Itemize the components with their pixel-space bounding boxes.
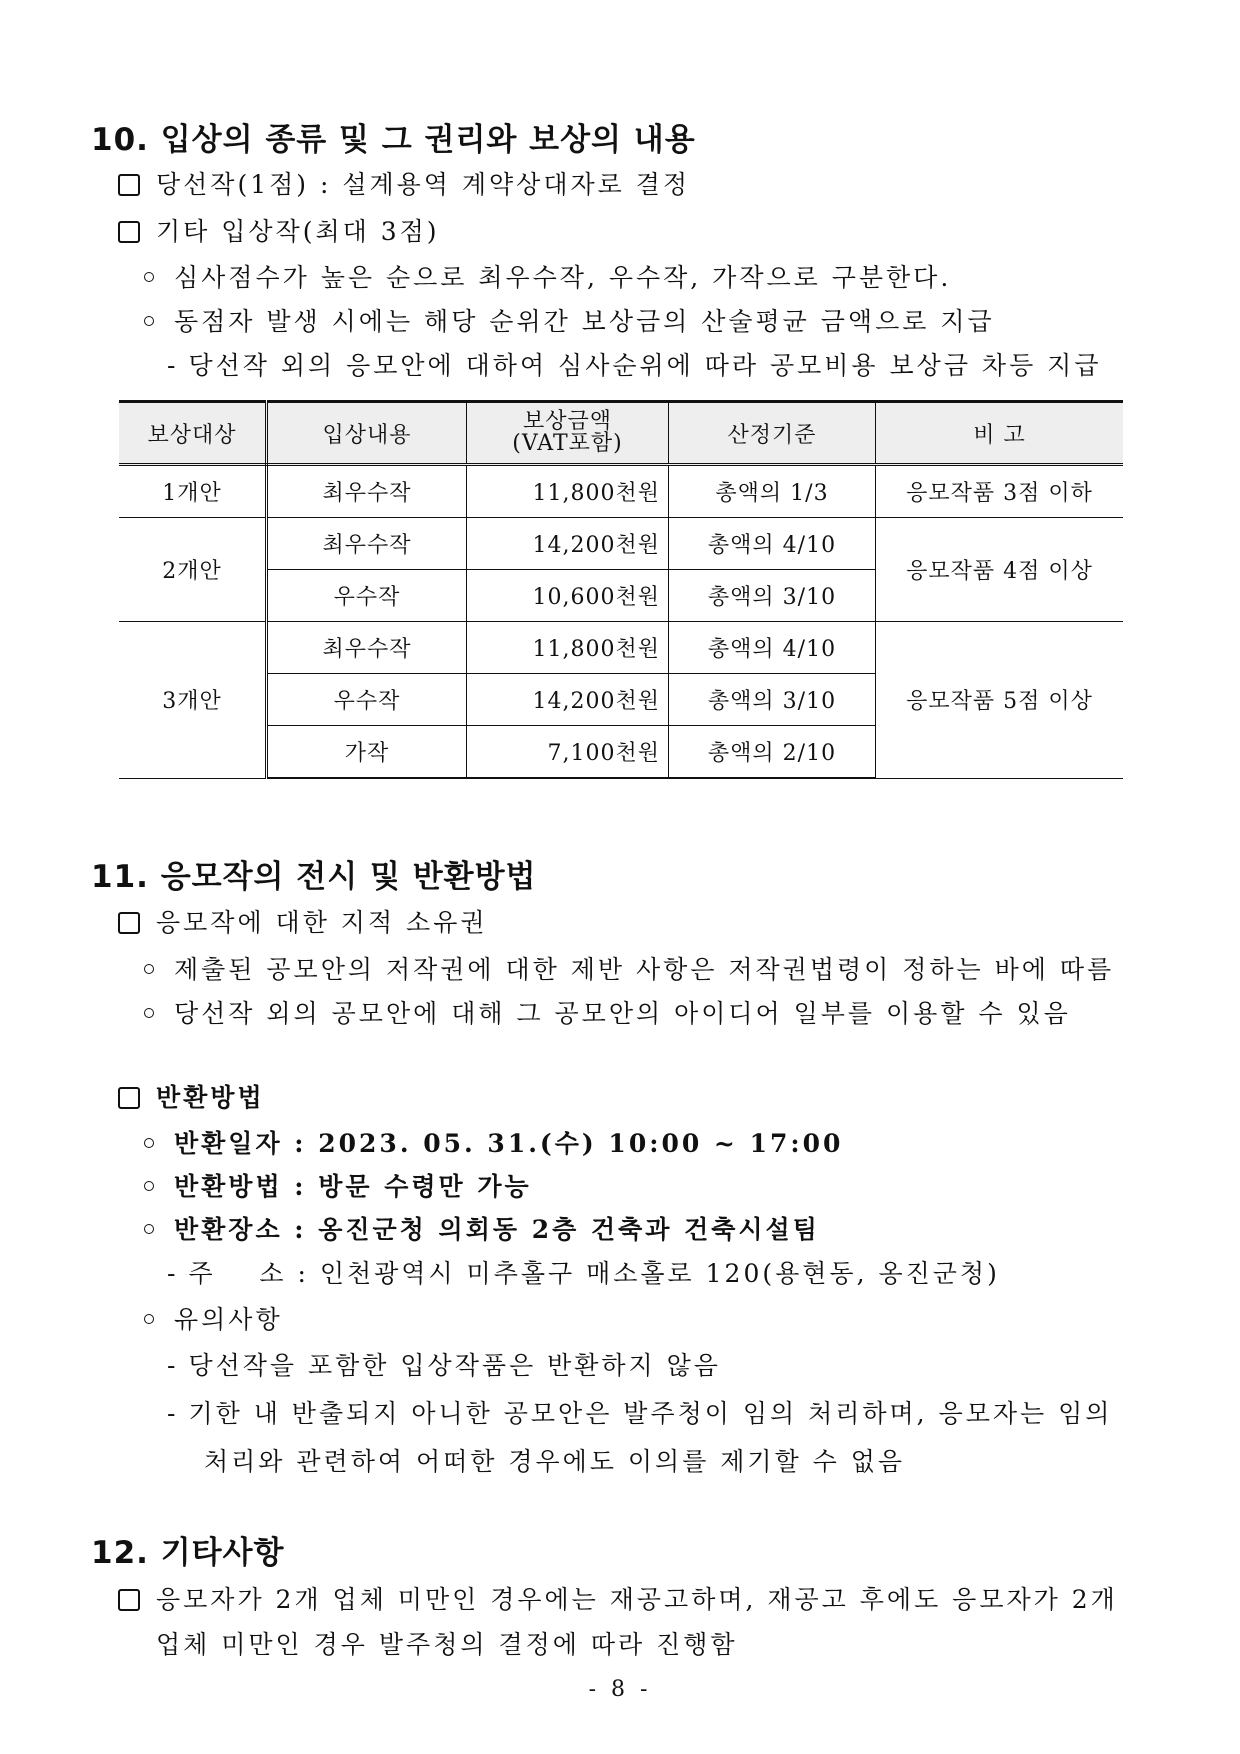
circle-bullet-icon [144, 1224, 154, 1234]
cell-basis: 총액의 3/10 [669, 570, 876, 622]
item-text: 당선작(1점) : 설계용역 계약상대자로 결정 [156, 170, 691, 199]
page-number: - 8 - [588, 1677, 652, 1702]
cell-note: 응모작품 5점 이상 [876, 622, 1124, 779]
cell-award: 최우수작 [267, 465, 467, 518]
caution-1 [167, 1346, 721, 1382]
table-row [119, 465, 1123, 518]
section-11-bullet-2 [144, 994, 1071, 1030]
address-text: 주 소 : 인천광역시 미추홀구 매소홀로 120(용현동, 옹진군청) [188, 1259, 1000, 1288]
cell-basis: 총액의 2/10 [669, 726, 876, 779]
caution-2-continued: 처리와 관련하여 어떠한 경우에도 이의를 제기할 수 없음 [204, 1447, 906, 1476]
award-table [119, 400, 1123, 779]
section-10-bullet-2 [144, 302, 995, 338]
cell-amount: 14,200천원 [467, 674, 669, 726]
cell-target: 2개안 [119, 518, 267, 622]
caution-text: 유의사항 [174, 1305, 283, 1334]
cell-award: 가작 [267, 726, 467, 779]
item-text: 반환방법 [156, 1083, 265, 1112]
bullet-text: 당선작 외의 공모안에 대해 그 공모안의 아이디어 일부를 이용할 수 있음 [174, 999, 1071, 1028]
section-10-item-1 [118, 165, 690, 201]
cell-basis: 총액의 4/10 [669, 518, 876, 570]
header-cell: 비 고 [876, 402, 1124, 465]
checkbox-icon [118, 912, 140, 934]
return-place-text: 반환장소 : 옹진군청 의회동 2층 건축과 건축시설팀 [174, 1215, 820, 1244]
circle-bullet-icon [144, 964, 154, 974]
circle-bullet-icon [144, 1314, 154, 1324]
return-place [144, 1210, 820, 1246]
caution-2 [167, 1394, 1112, 1430]
item-text: 응모자가 2개 업체 미만인 경우에는 재공고하며, 재공고 후에도 응모자가 2개 [156, 1585, 1118, 1614]
cell-amount: 10,600천원 [467, 570, 669, 622]
circle-bullet-icon [144, 316, 154, 326]
bullet-text: 심사점수가 높은 순으로 최우수작, 우수작, 가작으로 구분한다. [174, 263, 952, 292]
section-10-item-2 [118, 212, 440, 248]
return-date-text: 반환일자 : 2023. 05. 31.(수) 10:00 ~ 17:00 [174, 1129, 844, 1158]
cell-amount: 11,800천원 [467, 465, 669, 518]
cell-amount: 14,200천원 [467, 518, 669, 570]
cell-basis: 총액의 1/3 [669, 465, 876, 518]
caution-1-text: 당선작을 포함한 입상작품은 반환하지 않음 [188, 1351, 721, 1380]
circle-bullet-icon [144, 272, 154, 282]
section-11-title: 11. 응모작의 전시 및 반환방법 [91, 859, 537, 895]
header-cell: 산정기준 [669, 402, 876, 465]
table-row [119, 622, 1123, 674]
header-amount-vat: (VAT포함) [512, 431, 623, 456]
cell-award: 우수작 [267, 674, 467, 726]
header-amount: 보상금액 [522, 409, 612, 434]
cell-basis: 총액의 3/10 [669, 674, 876, 726]
section-10-title: 10. 입상의 종류 및 그 권리와 보상의 내용 [91, 122, 696, 158]
item-text: 기타 입상작(최대 3점) [156, 217, 440, 246]
section-11-item-1 [118, 903, 488, 939]
sub-text: 당선작 외의 응모안에 대하여 심사순위에 따라 공모비용 보상금 차등 지급 [188, 351, 1102, 380]
cell-basis: 총액의 4/10 [669, 622, 876, 674]
section-10-sub-1 [167, 346, 1101, 382]
cell-amount: 7,100천원 [467, 726, 669, 779]
cell-award: 우수작 [267, 570, 467, 622]
table-header-row [119, 402, 1123, 465]
return-date [144, 1124, 843, 1160]
section-12-title: 12. 기타사항 [91, 1535, 285, 1571]
bullet-text: 제출된 공모안의 저작권에 대한 제반 사항은 저작권법령이 정하는 바에 따름 [174, 955, 1115, 984]
cell-amount: 11,800천원 [467, 622, 669, 674]
section-12-item-1-continued: 업체 미만인 경우 발주청의 결정에 따라 진행함 [156, 1630, 738, 1659]
section-11-item-2 [118, 1078, 265, 1114]
checkbox-icon [118, 1087, 140, 1109]
section-10-bullet-1 [144, 258, 951, 294]
checkbox-icon [118, 221, 140, 243]
bullet-text: 동점자 발생 시에는 해당 순위간 보상금의 산술평균 금액으로 지급 [174, 307, 995, 336]
return-method-text: 반환방법 : 방문 수령만 가능 [174, 1172, 532, 1201]
circle-bullet-icon [144, 1008, 154, 1018]
caution-2-text: 기한 내 반출되지 아니한 공모안은 발주청이 임의 처리하며, 응모자는 임의 [188, 1399, 1113, 1428]
cell-note: 응모작품 3점 이하 [876, 465, 1124, 518]
return-address [167, 1254, 1000, 1290]
dash-bullet: - [167, 1399, 179, 1428]
item-text: 응모작에 대한 지적 소유권 [156, 908, 488, 937]
dash-bullet: - [167, 1259, 179, 1288]
circle-bullet-icon [144, 1181, 154, 1191]
header-cell: 보상대상 [119, 402, 267, 465]
header-cell: 입상내용 [267, 402, 467, 465]
cell-target: 3개안 [119, 622, 267, 779]
circle-bullet-icon [144, 1138, 154, 1148]
section-11-bullet-1 [144, 950, 1114, 986]
checkbox-icon [118, 1589, 140, 1611]
cell-award: 최우수작 [267, 622, 467, 674]
header-cell [467, 402, 669, 465]
cell-target: 1개안 [119, 465, 267, 518]
return-method [144, 1167, 532, 1203]
cell-note: 응모작품 4점 이상 [876, 518, 1124, 622]
table-row [119, 518, 1123, 570]
caution-heading [144, 1300, 283, 1336]
section-12-item-1 [118, 1580, 1118, 1616]
cell-award: 최우수작 [267, 518, 467, 570]
checkbox-icon [118, 174, 140, 196]
dash-bullet: - [167, 1351, 179, 1380]
dash-bullet: - [167, 351, 179, 380]
